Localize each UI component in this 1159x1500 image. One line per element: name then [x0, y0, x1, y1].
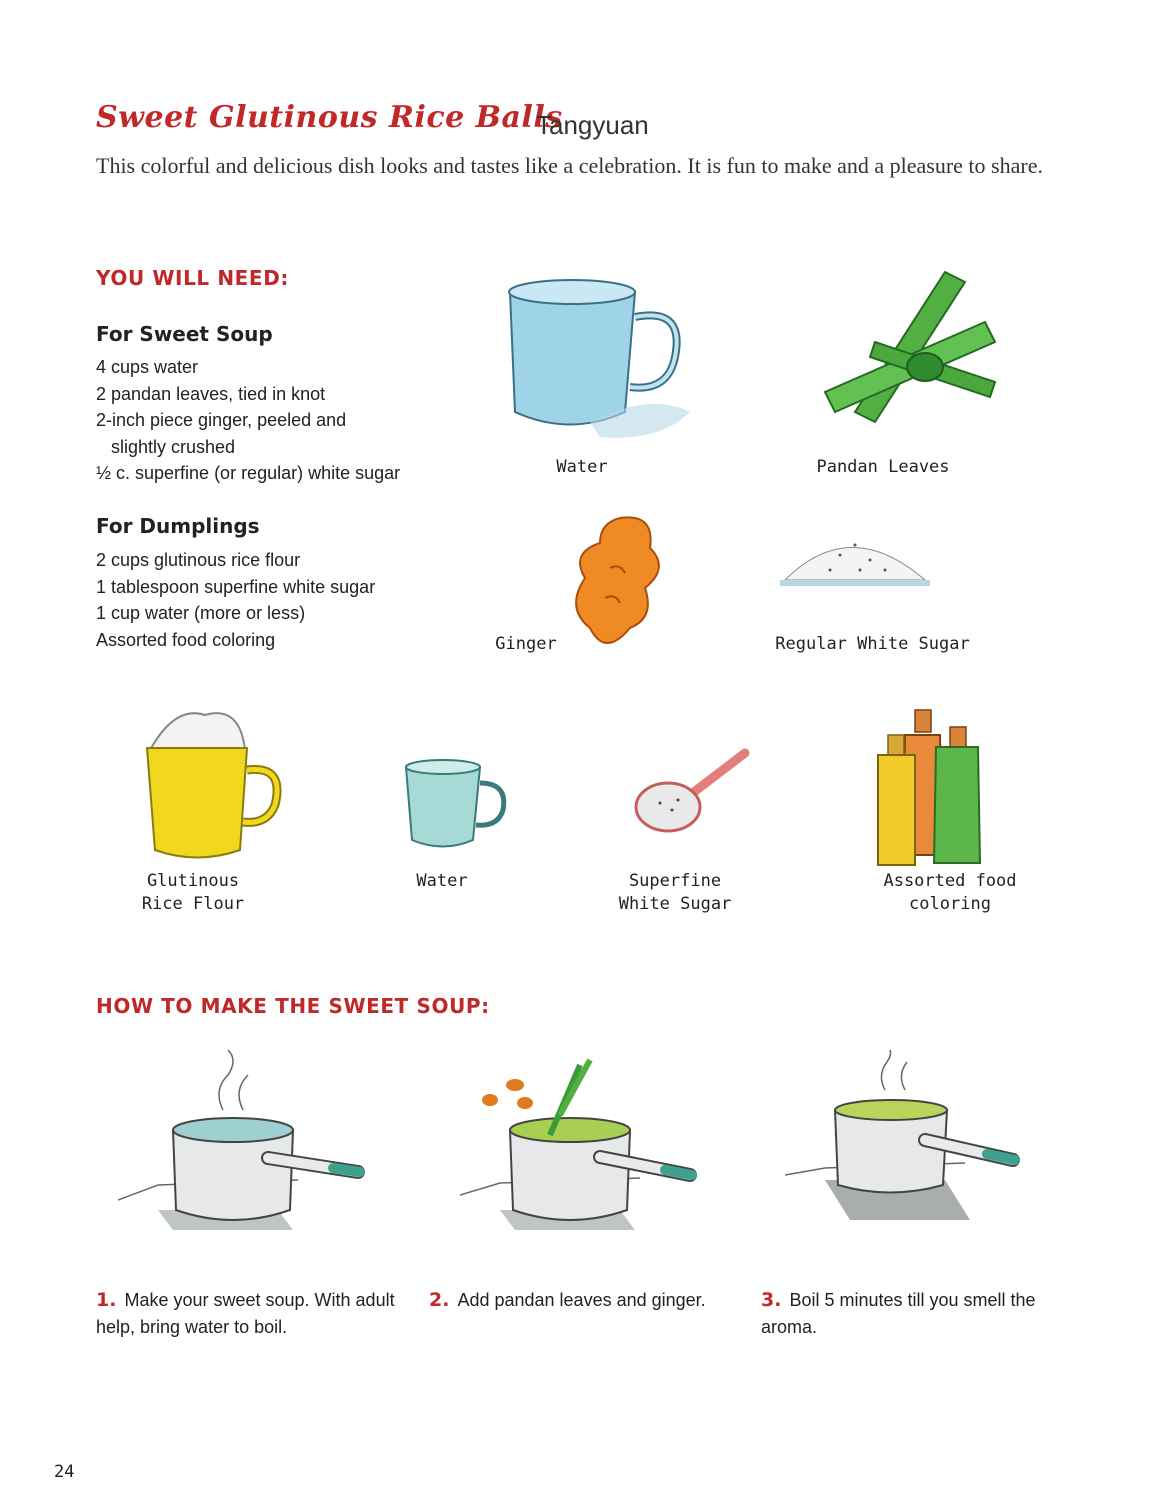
coloring-label-line1: Assorted food: [883, 871, 1017, 891]
sugar-spoon-illustration: [630, 745, 760, 845]
ginger-label: Ginger: [495, 634, 557, 654]
ingredient-item: 2 cups glutinous rice flour: [96, 550, 301, 570]
dumpling-ingredients-heading: For Dumplings: [96, 514, 260, 538]
step-text: Add pandan leaves and ginger.: [457, 1290, 706, 1310]
flour-label-line2: Rice Flour: [141, 894, 245, 914]
step-text: Boil 5 minutes till you smell the aroma.: [761, 1290, 1036, 1337]
page-subtitle: Tangyuan: [536, 110, 649, 140]
pandan-leaves-illustration: [815, 262, 1015, 432]
step-text: Make your sweet soup. With adult help, bring water to boil.: [96, 1290, 395, 1337]
food-coloring-bottles-illustration: [870, 705, 990, 875]
regular-sugar-label: Regular White Sugar: [775, 634, 970, 654]
pandan-leaves-label: Pandan Leaves: [816, 457, 950, 477]
ingredient-item: ½ c. superfine (or regular) white sugar: [96, 463, 401, 483]
step-number: 1.: [96, 1289, 117, 1311]
flour-label-line1: Glutinous: [146, 871, 240, 891]
step-1: [96, 1287, 396, 1341]
superfine-label-line2: White Sugar: [618, 894, 732, 914]
ingredient-item: 1 tablespoon superfine white sugar: [96, 576, 376, 597]
sugar-pile-illustration: [780, 515, 930, 595]
small-water-label: Water: [416, 871, 468, 891]
how-to-heading: HOW TO MAKE THE SWEET SOUP:: [96, 994, 490, 1018]
ingredient-item: 4 cups water: [96, 357, 199, 377]
small-water-glass-illustration: [398, 755, 518, 855]
step-number: 3.: [761, 1289, 782, 1311]
ginger-illustration: [560, 508, 690, 668]
intro-text: This colorful and delicious dish looks and tastes like a celebration. It is fun to make and a pleasure to share.: [96, 153, 1043, 178]
coloring-label-line2: coloring: [909, 894, 991, 914]
page-title: Sweet Glutinous Rice Balls: [96, 100, 563, 135]
ingredient-item: 1 cup water (more or less): [96, 603, 306, 623]
water-glass-illustration: [490, 262, 690, 452]
step-number: 2.: [429, 1289, 450, 1311]
superfine-label-line1: Superfine: [628, 871, 722, 891]
you-will-need-heading: YOU WILL NEED:: [96, 266, 289, 290]
water-label: Water: [556, 457, 608, 477]
flour-mug-illustration: [135, 700, 285, 870]
pot-pandan-ginger-illustration: [460, 1045, 720, 1230]
step-2: [429, 1287, 729, 1314]
dumpling-ingredient-list: [96, 547, 375, 653]
ingredient-item: slightly crushed: [96, 436, 236, 457]
soup-ingredient-list: [96, 354, 400, 487]
pot-simmering-illustration: [785, 1050, 1045, 1230]
page-number: 24: [54, 1462, 75, 1482]
pot-boiling-water-illustration: [118, 1050, 378, 1230]
ingredient-item: 2-inch piece ginger, peeled and: [96, 410, 347, 430]
ingredient-item: Assorted food coloring: [96, 629, 276, 650]
ingredient-item: 2 pandan leaves, tied in knot: [96, 383, 326, 404]
soup-ingredients-heading: For Sweet Soup: [96, 322, 273, 346]
step-3: [761, 1287, 1061, 1341]
